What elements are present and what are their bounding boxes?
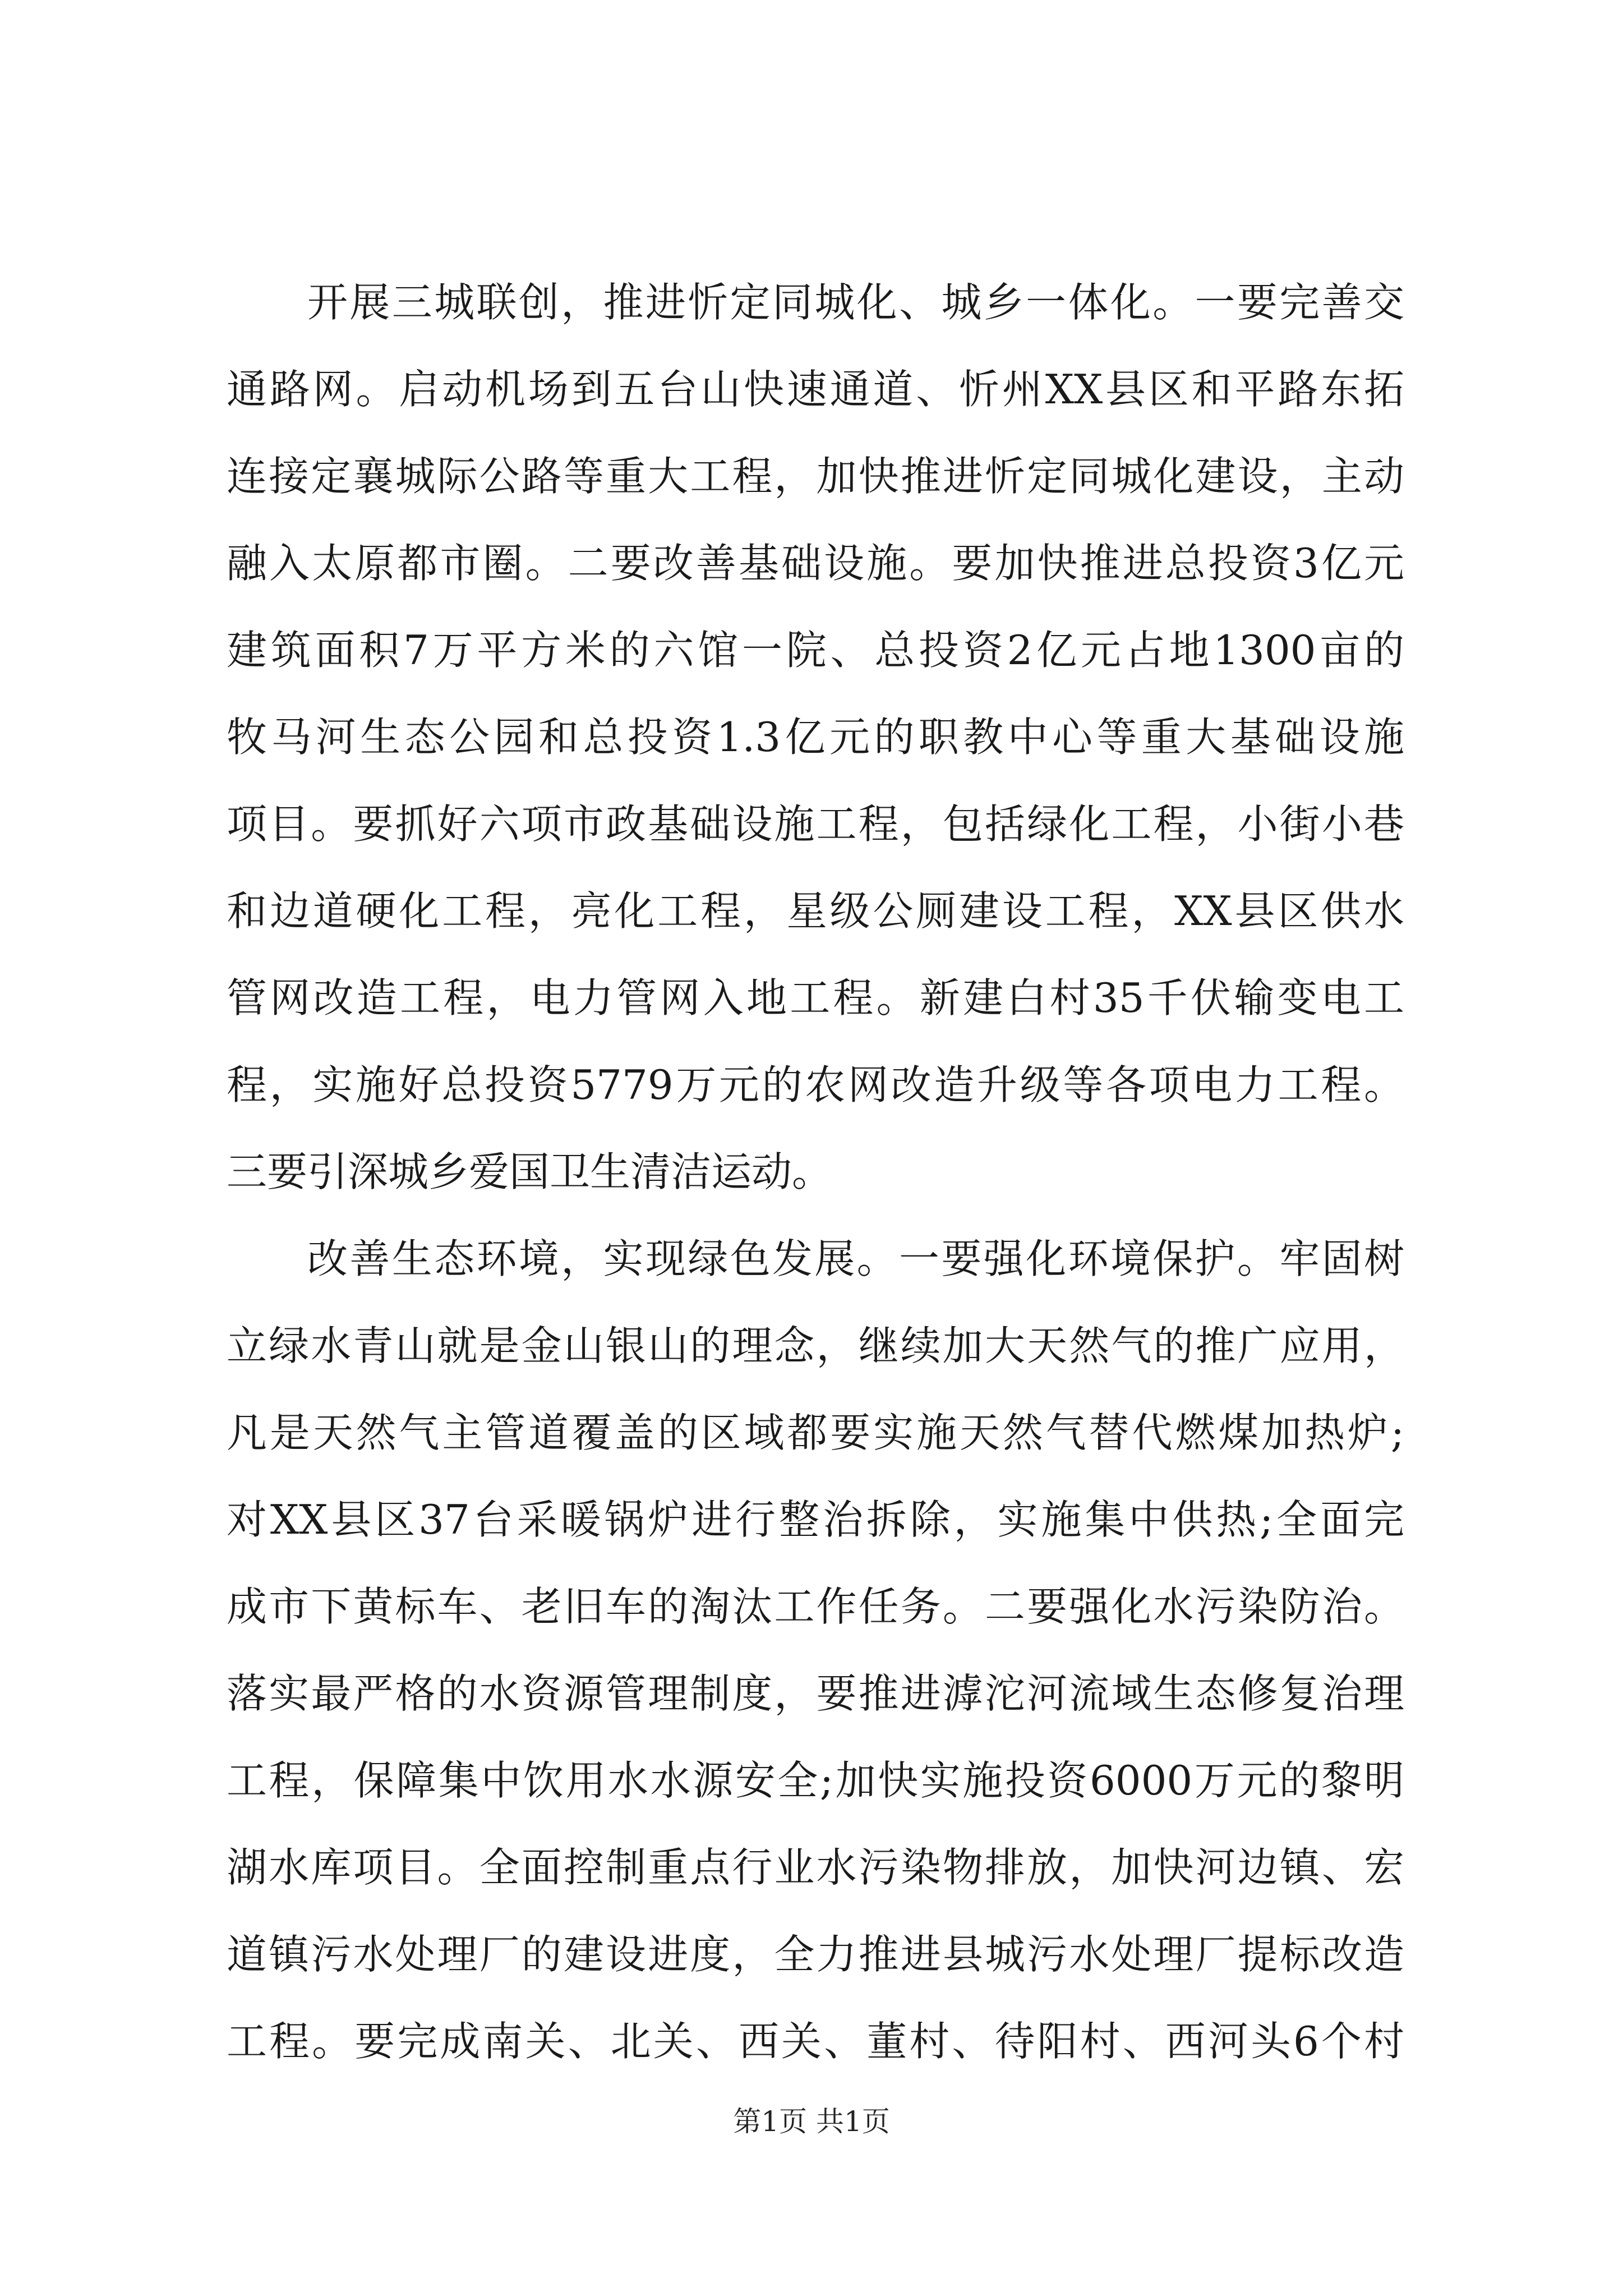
text-line: 牧马河生态公园和总投资1.3亿元的职教中心等重大基础设施 <box>227 714 1404 761</box>
text-line: 湖水库项目。全面控制重点行业水污染物排放，加快河边镇、宏 <box>227 1844 1404 1891</box>
text-line: 通路网。启动机场到五台山快速通道、忻州XX县区和平路东拓 <box>227 366 1404 413</box>
text-line: 成市下黄标车、老旧车的淘汰工作任务。二要强化水污染防治。 <box>227 1583 1404 1630</box>
document-body <box>227 259 1404 2085</box>
text-line: 建筑面积7万平方米的六馆一院、总投资2亿元占地1300亩的 <box>227 627 1404 674</box>
text-line: 管网改造工程，电力管网入地工程。新建白村35千伏输变电工 <box>227 974 1404 1022</box>
paragraph-ecology <box>227 1216 1404 2085</box>
text-line: 工程，保障集中饮用水水源安全;加快实施投资6000万元的黎明 <box>227 1757 1404 1804</box>
text-line: 凡是天然气主管道覆盖的区域都要实施天然气替代燃煤加热炉; <box>227 1409 1404 1456</box>
text-line: 立绿水青山就是金山银山的理念，继续加大天然气的推广应用， <box>227 1322 1404 1369</box>
text-line: 项目。要抓好六项市政基础设施工程，包括绿化工程，小街小巷 <box>227 800 1404 848</box>
text-line: 连接定襄城际公路等重大工程，加快推进忻定同城化建设，主动 <box>227 453 1404 500</box>
paragraph-three-cities <box>227 259 1404 1216</box>
text-line: 融入太原都市圈。二要改善基础设施。要加快推进总投资3亿元 <box>227 540 1404 587</box>
text-line: 工程。要完成南关、北关、西关、董村、待阳村、西河头6个村 <box>227 2018 1404 2065</box>
text-line: 落实最严格的水资源管理制度，要推进滹沱河流域生态修复治理 <box>227 1670 1404 1717</box>
text-line: 道镇污水处理厂的建设进度，全力推进县城污水处理厂提标改造 <box>227 1931 1404 1978</box>
text-line: 和边道硬化工程，亮化工程，星级公厕建设工程，XX县区供水 <box>227 887 1404 935</box>
text-line: 对XX县区37台采暖锅炉进行整治拆除，实施集中供热;全面完 <box>227 1496 1404 1543</box>
page-number-footer: 第1页 共1页 <box>733 2105 890 2138</box>
text-line: 改善生态环境，实现绿色发展。一要强化环境保护。牢固树 <box>307 1235 1404 1282</box>
text-line: 三要引深城乡爱国卫生清洁运动。 <box>227 1148 833 1195</box>
text-line: 开展三城联创，推进忻定同城化、城乡一体化。一要完善交 <box>307 279 1404 326</box>
text-line: 程，实施好总投资5779万元的农网改造升级等各项电力工程。 <box>227 1061 1404 1108</box>
